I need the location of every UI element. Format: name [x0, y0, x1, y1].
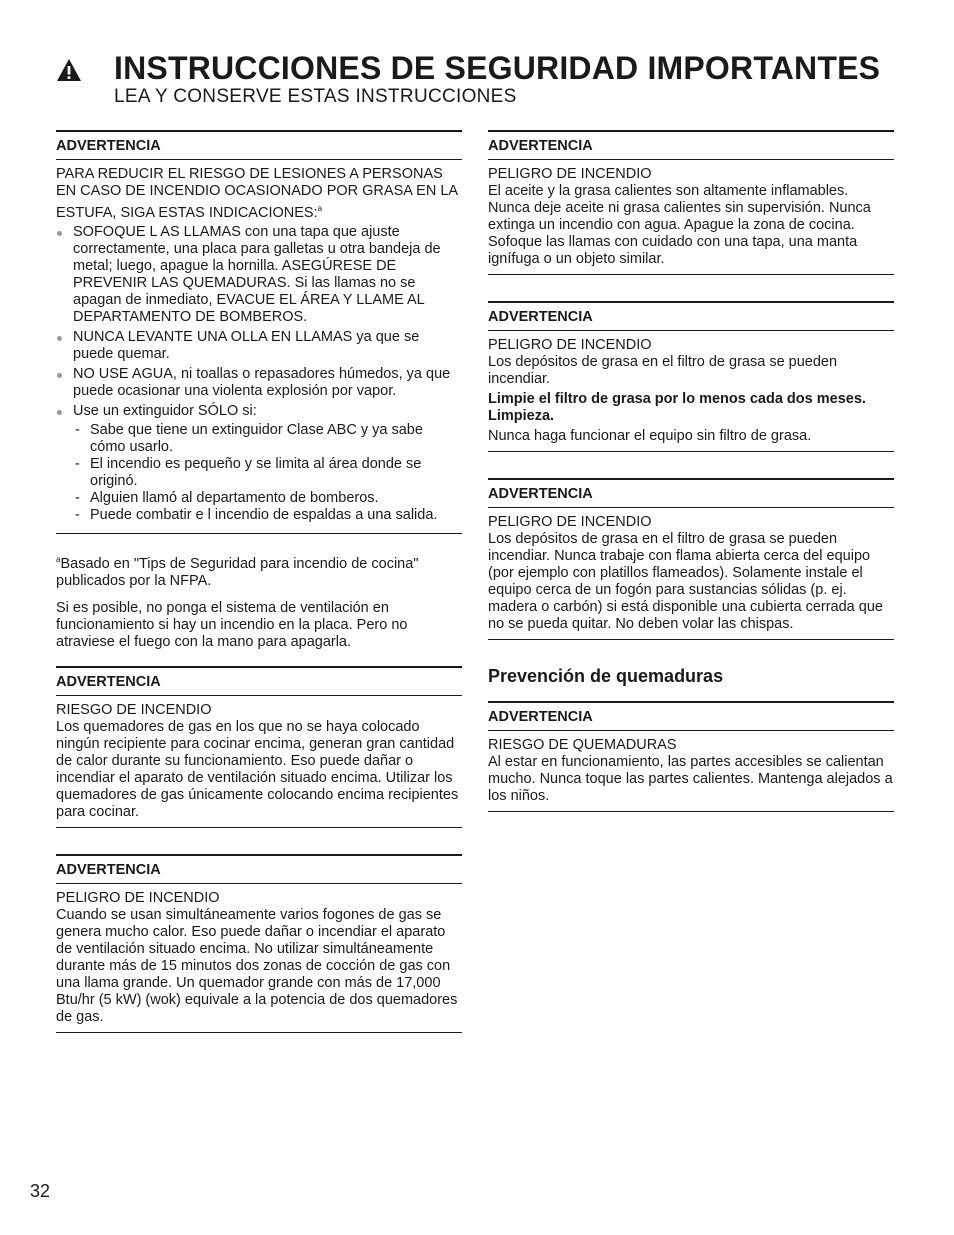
bullet-dot-icon [57, 231, 62, 236]
warning-subheading: PELIGRO DE INCENDIO [56, 889, 220, 906]
ventilation-note: Si es posible, no ponga el sistema de ventilación en funcionamiento si hay un incendio en la placa. Pero no atraviese el fuego con la mano para apagarla. [56, 599, 408, 650]
warning-bold-text: Limpie el filtro de grasa por lo menos cada dos meses. Limpieza. [488, 391, 866, 424]
page-number: 32 [30, 1181, 51, 1201]
list-item: Use un extinguidor SÓLO si: - Sabe que tiene un extinguidor Clase ABC y ya sabe cómo usarlo. - El incendio es pequeño y se limita al área donde se originó. - Alguien llamó al departamento de bomberos. - Puede combatir e l incendio de espaldas a una salida. [56, 403, 462, 524]
warning-text: Los depósitos de grasa en el filtro de grasa se pueden incendiar. Nunca trabaje con flama abierta cerca del equipo (por ejemplo con platillos flameados). Solamente instale el equipo cerca de un fogón para sustancias sólidas (p. ej. madera o carbón) si está disponible una cubierta cerrada que no se pueda quitar. No deben volar las chispas. [488, 531, 883, 632]
warning-heading: ADVERTENCIA [56, 856, 462, 884]
warning-subheading: PELIGRO DE INCENDIO [488, 514, 652, 530]
sub-list-item: - Sabe que tiene un extinguidor Clase ABC y ya sabe cómo usarlo. [75, 421, 423, 455]
warning-text: El aceite y la grasa calientes son altamente inflamables. Nunca deje aceite ni grasa calientes sin supervisión. Nunca extinga un incendio con agua. Apague la zona de cocina. Sofoque las llamas con cuidado con una tapa, una manta ignífuga o un objeto similar. [488, 183, 871, 267]
warning-heading: ADVERTENCIA [488, 480, 894, 508]
section-title: Prevención de quemaduras [488, 666, 724, 686]
list-item: NO USE AGUA, ni toallas o repasadores húmedos, ya que puede ocasionar una violenta explosión por vapor. [56, 366, 462, 400]
list-item: SOFOQUE L AS LLAMAS con una tapa que ajuste correctamente, una placa para galletas u otra bandeja de metal; luego, apague la hornilla. ASEGÚRESE DE PREVENIR LAS QUEMADURAS. Si las llamas no se apagan de inmediato, EVACUE EL ÁREA Y LLAME AL DEPARTAMENTO DE BOMBEROS. [56, 224, 462, 326]
warning-subheading: RIESGO DE QUEMADURAS [488, 737, 677, 753]
warning-subheading: PELIGRO DE INCENDIO [488, 166, 652, 182]
right-column [488, 130, 894, 812]
bullet-dot-icon [57, 410, 62, 415]
page-title: INSTRUCCIONES DE SEGURIDAD IMPORTANTES [114, 50, 881, 86]
warning-text: Nunca haga funcionar el equipo sin filtro de grasa. [488, 428, 812, 444]
sub-list-item: - Alguien llamó al departamento de bomberos. [75, 489, 379, 506]
warning-text: Al estar en funcionamiento, las partes accesibles se calientan mucho. Nunca toque las partes calientes. Mantenga alejados a los niños. [488, 754, 893, 804]
warning-heading: ADVERTENCIA [488, 132, 894, 160]
footnote-marker: a [317, 204, 323, 213]
sub-list-item: - El incendio es pequeño y se limita al área donde se originó. [75, 455, 422, 489]
footnote: $^a$Basado en "Tips de Seguridad para incendio de cocina" publicados por la NFPA. [56, 554, 419, 589]
warning-box-burns [488, 701, 894, 812]
warning-subheading: PELIGRO DE INCENDIO [488, 337, 652, 353]
warning-text: Los depósitos de grasa en el filtro de grasa se pueden incendiar. [488, 354, 838, 387]
instruction-list [56, 224, 462, 524]
extinguisher-conditions [73, 422, 462, 524]
warning-box-grease-filter [488, 301, 894, 452]
warning-box-open-flame [488, 478, 894, 640]
warning-box-hot-oil [488, 130, 894, 275]
warning-heading: ADVERTENCIA [56, 132, 462, 160]
left-column [56, 130, 462, 1033]
warning-text: Los quemadores de gas en los que no se haya colocado ningún recipiente para cocinar encima, generan gran cantidad de calor durante su funcionamiento. Eso puede dañar o incendiar el aparato de ventilación situado encima. Utilizar los quemadores de gas únicamente colocando encima recipientes para cocinar. [56, 718, 459, 820]
page-subtitle: LEA Y CONSERVE ESTAS INSTRUCCIONES [114, 86, 517, 107]
warning-heading: ADVERTENCIA [56, 668, 462, 696]
warning-box-simultaneous-burners [56, 854, 462, 1033]
warning-box-grease-fire [56, 130, 462, 534]
warning-intro: PARA REDUCIR EL RIESGO DE LESIONES A PERSONAS EN CASO DE INCENDIO OCASIONADO POR GRASA EN LA ESTUFA, SIGA ESTAS INDICACIONES:$^a$ [56, 166, 458, 221]
warning-text: Cuando se usan simultáneamente varios fogones de gas se genera mucho calor. Eso puede dañar o incendiar el aparato de ventilación situado encima. No utilizar simultáneamente durante más de 15 minutos dos zonas de cocción de gas con una llama grande. Un quemador grande con más de 17,000 Btu/hr (5 kW) (wok) equivale a la potencia de dos quemadores de gas. [56, 906, 458, 1025]
warning-heading: ADVERTENCIA [488, 703, 894, 731]
bullet-dot-icon [57, 373, 62, 378]
bullet-dot-icon [57, 336, 62, 341]
warning-subheading: RIESGO DE INCENDIO [56, 701, 212, 718]
warning-heading: ADVERTENCIA [488, 303, 894, 331]
warning-box-burner-heat [56, 666, 462, 828]
sub-list-item: - Puede combatir e l incendio de espaldas a una salida. [75, 506, 438, 523]
warning-triangle-icon [56, 58, 82, 82]
list-item: NUNCA LEVANTE UNA OLLA EN LLAMAS ya que se puede quemar. [56, 329, 462, 363]
